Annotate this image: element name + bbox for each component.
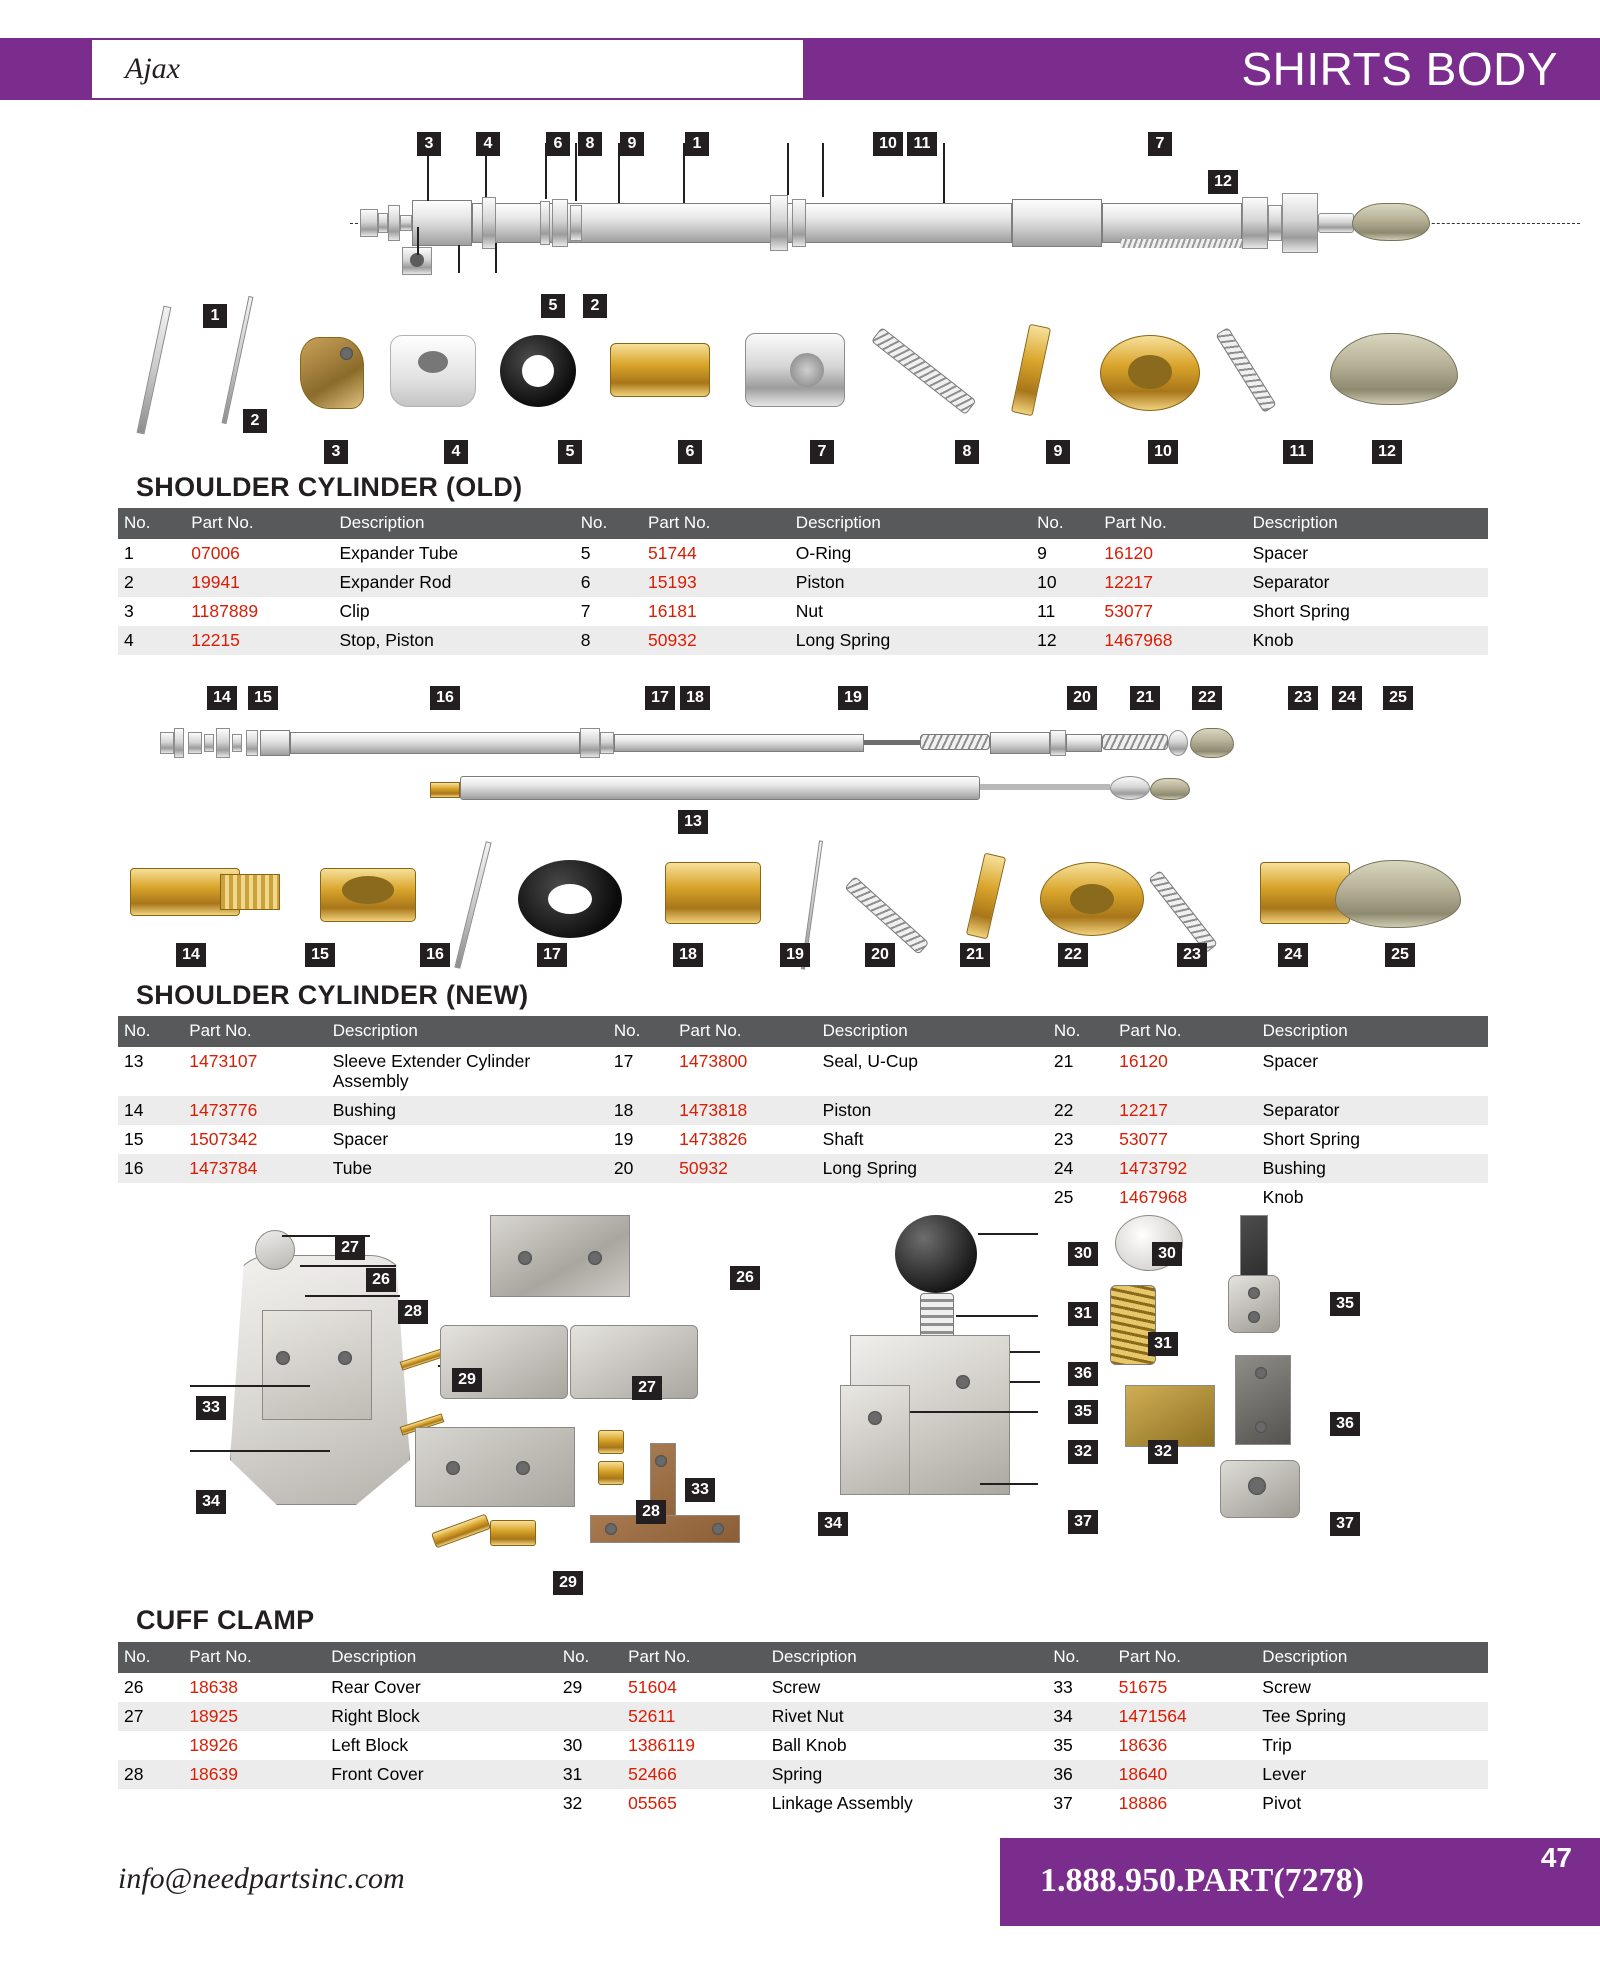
- figure-sleeve-extender-assembly: [430, 768, 1330, 816]
- brand-name: Ajax: [125, 52, 180, 85]
- cell-part-number: 1473800: [673, 1047, 817, 1096]
- cell-description: Tube: [327, 1154, 608, 1183]
- cell-no: 16: [118, 1154, 183, 1183]
- table-row: [118, 1673, 1488, 1702]
- cell-no: 9: [1031, 539, 1098, 568]
- figure-old-parts-row: [140, 285, 1460, 445]
- cell-no: 23: [1048, 1125, 1113, 1154]
- table-row: [118, 1096, 1488, 1125]
- callout-30-part: 30: [1152, 1242, 1182, 1266]
- table-row: [118, 568, 1488, 597]
- col-header-desc-2: Description: [817, 1016, 1048, 1047]
- cell-no: 13: [118, 1047, 183, 1096]
- callout-25-top: 25: [1383, 686, 1413, 710]
- cell-description: O-Ring: [790, 539, 1031, 568]
- table-row: [118, 539, 1488, 568]
- callout-10-top: 10: [873, 132, 903, 156]
- col-header-desc-2: Description: [790, 508, 1031, 539]
- cell-no: 19: [608, 1125, 673, 1154]
- callout-9-part: 9: [1046, 440, 1070, 464]
- cell-part-number: 1507342: [183, 1125, 327, 1154]
- cell-part-number: 1473784: [183, 1154, 327, 1183]
- callout-11-part: 11: [1283, 440, 1313, 464]
- cell-description: Front Cover: [325, 1760, 557, 1789]
- callout-35-right: 35: [1068, 1400, 1098, 1424]
- col-header-desc-1: Description: [327, 1016, 608, 1047]
- table-row: [118, 597, 1488, 626]
- cell-no: 22: [1048, 1096, 1113, 1125]
- table-row: [118, 1125, 1488, 1154]
- cell-part-number: [183, 1789, 325, 1818]
- cell-part-number: 16120: [1113, 1047, 1257, 1096]
- callout-12-part: 12: [1372, 440, 1402, 464]
- callout-1-part: 1: [203, 304, 227, 328]
- col-header-desc-2: Description: [766, 1642, 1048, 1673]
- cell-no: [557, 1702, 622, 1731]
- cell-description: Sleeve Extender Cylinder Assembly: [327, 1047, 608, 1096]
- cell-no: 11: [1031, 597, 1098, 626]
- callout-2-mid: 2: [583, 294, 607, 318]
- table-header-row: [118, 508, 1488, 539]
- callout-19-part: 19: [780, 943, 810, 967]
- cell-part-number: 1473776: [183, 1096, 327, 1125]
- cell-description: Pivot: [1256, 1789, 1488, 1818]
- callout-19-top: 19: [838, 686, 868, 710]
- cell-part-number: 1473826: [673, 1125, 817, 1154]
- cell-description: Spring: [766, 1760, 1048, 1789]
- cell-description: Short Spring: [1247, 597, 1488, 626]
- cell-no: 14: [118, 1096, 183, 1125]
- cell-no: 12: [1031, 626, 1098, 655]
- cell-no: 2: [118, 568, 185, 597]
- section-title-shoulder-cylinder-new: SHOULDER CYLINDER (NEW): [136, 980, 529, 1010]
- callout-16-top: 16: [430, 686, 460, 710]
- callout-34-part: 34: [818, 1512, 848, 1536]
- callout-27-left: 27: [335, 1236, 365, 1260]
- callout-14-top: 14: [207, 686, 237, 710]
- footer-phone[interactable]: 1.888.950.PART(7278): [1040, 1862, 1364, 1899]
- callout-17-top: 17: [645, 686, 675, 710]
- cell-no: 17: [608, 1047, 673, 1096]
- cell-part-number: 12215: [185, 626, 333, 655]
- callout-10-part: 10: [1148, 440, 1178, 464]
- cell-description: Nut: [790, 597, 1031, 626]
- col-header-partno-2: Part No.: [642, 508, 790, 539]
- cell-part-number: 1473818: [673, 1096, 817, 1125]
- cell-no: 31: [557, 1760, 622, 1789]
- callout-29-part: 29: [553, 1571, 583, 1595]
- callout-36-right: 36: [1068, 1362, 1098, 1386]
- section-title-cuff-clamp: CUFF CLAMP: [136, 1605, 315, 1635]
- cell-description: Trip: [1256, 1731, 1488, 1760]
- cell-no: 35: [1047, 1731, 1112, 1760]
- table-row: [118, 1047, 1488, 1096]
- cell-description: Expander Rod: [333, 568, 574, 597]
- callout-4: 4: [476, 132, 500, 156]
- cell-no: 27: [118, 1702, 183, 1731]
- page-title: SHIRTS BODY: [1241, 43, 1558, 95]
- table-shoulder-cylinder-old: [118, 508, 1488, 655]
- table-row: [118, 1731, 1488, 1760]
- cell-description: Seal, U-Cup: [817, 1047, 1048, 1096]
- cell-part-number: 18636: [1113, 1731, 1257, 1760]
- cell-no: 25: [1048, 1183, 1113, 1212]
- cell-no: 33: [1047, 1673, 1112, 1702]
- callout-22-top: 22: [1192, 686, 1222, 710]
- cell-description: [327, 1183, 608, 1212]
- callout-33-part: 33: [685, 1478, 715, 1502]
- cell-part-number: 52466: [622, 1760, 766, 1789]
- cell-description: Piston: [817, 1096, 1048, 1125]
- table-cuff-clamp: [118, 1642, 1488, 1818]
- cell-no: 3: [118, 597, 185, 626]
- col-header-no-2: No.: [575, 508, 642, 539]
- cell-description: Piston: [790, 568, 1031, 597]
- cell-part-number: 12217: [1098, 568, 1246, 597]
- cell-description: Bushing: [327, 1096, 608, 1125]
- table-header-row: [118, 1016, 1488, 1047]
- callout-15-top: 15: [248, 686, 278, 710]
- cell-part-number: 53077: [1113, 1125, 1257, 1154]
- col-header-no-1: No.: [118, 1642, 183, 1673]
- callout-3: 3: [417, 132, 441, 156]
- cell-part-number: 50932: [642, 626, 790, 655]
- cell-description: Tee Spring: [1256, 1702, 1488, 1731]
- col-header-no-2: No.: [608, 1016, 673, 1047]
- callout-22-part: 22: [1058, 943, 1088, 967]
- cell-description: Bushing: [1257, 1154, 1488, 1183]
- cell-part-number: 05565: [622, 1789, 766, 1818]
- cell-part-number: 1187889: [185, 597, 333, 626]
- callout-20-part: 20: [865, 943, 895, 967]
- callout-9: 9: [620, 132, 644, 156]
- callout-18-part: 18: [673, 943, 703, 967]
- cell-part-number: 15193: [642, 568, 790, 597]
- col-header-partno-3: Part No.: [1113, 1016, 1257, 1047]
- cell-description: Screw: [766, 1673, 1048, 1702]
- col-header-partno-3: Part No.: [1113, 1642, 1257, 1673]
- cell-part-number: 1473792: [1113, 1154, 1257, 1183]
- cell-no: 36: [1047, 1760, 1112, 1789]
- cell-description: [817, 1183, 1048, 1212]
- callout-37-part: 37: [1330, 1512, 1360, 1536]
- callout-23-top: 23: [1288, 686, 1318, 710]
- cell-part-number: 1473107: [183, 1047, 327, 1096]
- cell-part-number: 16120: [1098, 539, 1246, 568]
- cell-description: Spacer: [1257, 1047, 1488, 1096]
- cell-description: Ball Knob: [766, 1731, 1048, 1760]
- col-header-desc-3: Description: [1247, 508, 1488, 539]
- table-row: [118, 1760, 1488, 1789]
- callout-29: 29: [452, 1368, 482, 1392]
- cell-no: 24: [1048, 1154, 1113, 1183]
- cell-no: 37: [1047, 1789, 1112, 1818]
- col-header-partno-2: Part No.: [622, 1642, 766, 1673]
- table-row: [118, 1789, 1488, 1818]
- cell-no: 34: [1047, 1702, 1112, 1731]
- col-header-desc-3: Description: [1257, 1016, 1488, 1047]
- cell-no: 26: [118, 1673, 183, 1702]
- cell-description: Knob: [1247, 626, 1488, 655]
- cell-part-number: 1386119: [622, 1731, 766, 1760]
- callout-28-part: 28: [636, 1500, 666, 1524]
- table-row: [118, 1183, 1488, 1212]
- cell-no: 15: [118, 1125, 183, 1154]
- cell-description: Left Block: [325, 1731, 557, 1760]
- page-number: 47: [1540, 1842, 1572, 1873]
- cell-part-number: 16181: [642, 597, 790, 626]
- callout-20-top: 20: [1067, 686, 1097, 710]
- callout-14-part: 14: [176, 943, 206, 967]
- cell-part-number: 12217: [1113, 1096, 1257, 1125]
- callout-33-left: 33: [196, 1396, 226, 1420]
- table-shoulder-cylinder-new: [118, 1016, 1488, 1212]
- callout-23-part: 23: [1177, 943, 1207, 967]
- col-header-no-1: No.: [118, 1016, 183, 1047]
- cell-part-number: 51604: [622, 1673, 766, 1702]
- callout-37-right: 37: [1068, 1510, 1098, 1534]
- cell-part-number: 51744: [642, 539, 790, 568]
- cell-no: [118, 1183, 183, 1212]
- callout-4-part: 4: [444, 440, 468, 464]
- col-header-no-1: No.: [118, 508, 185, 539]
- cell-no: 20: [608, 1154, 673, 1183]
- table-row: [118, 1154, 1488, 1183]
- cell-no: 5: [575, 539, 642, 568]
- cell-no: 32: [557, 1789, 622, 1818]
- callout-31-right: 31: [1068, 1302, 1098, 1326]
- callout-18-top: 18: [680, 686, 710, 710]
- cell-no: 30: [557, 1731, 622, 1760]
- callout-32-right: 32: [1068, 1440, 1098, 1464]
- cell-no: 1: [118, 539, 185, 568]
- cell-part-number: 1467968: [1098, 626, 1246, 655]
- col-header-no-3: No.: [1048, 1016, 1113, 1047]
- col-header-partno-2: Part No.: [673, 1016, 817, 1047]
- cell-description: Rear Cover: [325, 1673, 557, 1702]
- cell-part-number: 18925: [183, 1702, 325, 1731]
- cell-description: Separator: [1257, 1096, 1488, 1125]
- callout-25-part: 25: [1385, 943, 1415, 967]
- table-row: [118, 626, 1488, 655]
- col-header-partno-1: Part No.: [183, 1016, 327, 1047]
- callout-8-part: 8: [955, 440, 979, 464]
- cell-description: Rivet Nut: [766, 1702, 1048, 1731]
- callout-1-top: 1: [685, 132, 709, 156]
- callout-5-part: 5: [558, 440, 582, 464]
- figure-cuff-clamp: [150, 1215, 1470, 1615]
- callout-36-part: 36: [1330, 1412, 1360, 1436]
- callout-8: 8: [578, 132, 602, 156]
- cell-no: 18: [608, 1096, 673, 1125]
- callout-13: 13: [678, 810, 708, 834]
- callout-6: 6: [546, 132, 570, 156]
- col-header-no-3: No.: [1031, 508, 1098, 539]
- cell-description: Lever: [1256, 1760, 1488, 1789]
- cell-part-number: 18886: [1113, 1789, 1257, 1818]
- cell-part-number: 18639: [183, 1760, 325, 1789]
- table-header-row: [118, 1642, 1488, 1673]
- cell-no: [608, 1183, 673, 1212]
- callout-15-part: 15: [305, 943, 335, 967]
- cell-no: 21: [1048, 1047, 1113, 1096]
- callout-28-left: 28: [398, 1300, 428, 1324]
- callout-21-part: 21: [960, 943, 990, 967]
- col-header-no-2: No.: [557, 1642, 622, 1673]
- callout-7-part: 7: [810, 440, 834, 464]
- cell-description: Short Spring: [1257, 1125, 1488, 1154]
- cell-part-number: 19941: [185, 568, 333, 597]
- callout-21-top: 21: [1130, 686, 1160, 710]
- callout-30-right: 30: [1068, 1242, 1098, 1266]
- cell-part-number: 53077: [1098, 597, 1246, 626]
- cell-no: 8: [575, 626, 642, 655]
- cell-description: Long Spring: [817, 1154, 1048, 1183]
- cell-no: [118, 1789, 183, 1818]
- col-header-desc-1: Description: [325, 1642, 557, 1673]
- callout-12-top: 12: [1208, 170, 1238, 194]
- cell-part-number: [673, 1183, 817, 1212]
- cell-description: Spacer: [327, 1125, 608, 1154]
- cell-no: 7: [575, 597, 642, 626]
- cell-description: Expander Tube: [333, 539, 574, 568]
- col-header-desc-1: Description: [333, 508, 574, 539]
- table-row: [118, 1702, 1488, 1731]
- callout-26-left: 26: [366, 1268, 396, 1292]
- cell-no: 28: [118, 1760, 183, 1789]
- cell-description: Clip: [333, 597, 574, 626]
- col-header-partno-1: Part No.: [185, 508, 333, 539]
- cell-part-number: [183, 1183, 327, 1212]
- col-header-desc-3: Description: [1256, 1642, 1488, 1673]
- callout-16-part: 16: [420, 943, 450, 967]
- col-header-partno-3: Part No.: [1098, 508, 1246, 539]
- cell-part-number: 52611: [622, 1702, 766, 1731]
- cell-description: Screw: [1256, 1673, 1488, 1702]
- cell-part-number: 1471564: [1113, 1702, 1257, 1731]
- col-header-no-3: No.: [1047, 1642, 1112, 1673]
- cell-no: [118, 1731, 183, 1760]
- cell-description: Knob: [1257, 1183, 1488, 1212]
- callout-32-part: 32: [1148, 1440, 1178, 1464]
- section-title-shoulder-cylinder-old: SHOULDER CYLINDER (OLD): [136, 472, 523, 502]
- cell-no: 10: [1031, 568, 1098, 597]
- callout-26-part: 26: [730, 1266, 760, 1290]
- figure-shoulder-cylinder-old-assembly: [330, 135, 1590, 265]
- cell-no: 6: [575, 568, 642, 597]
- callout-3-part: 3: [324, 440, 348, 464]
- footer-email[interactable]: info@needpartsinc.com: [118, 1862, 405, 1895]
- callout-5-mid: 5: [541, 294, 565, 318]
- cell-description: Stop, Piston: [333, 626, 574, 655]
- cell-description: Shaft: [817, 1125, 1048, 1154]
- cell-description: Linkage Assembly: [766, 1789, 1048, 1818]
- callout-31-part: 31: [1148, 1332, 1178, 1356]
- cell-part-number: 51675: [1113, 1673, 1257, 1702]
- callout-24-top: 24: [1332, 686, 1362, 710]
- callout-7-top: 7: [1148, 132, 1172, 156]
- callout-11-top: 11: [907, 132, 937, 156]
- callout-17-part: 17: [537, 943, 567, 967]
- callout-27-part: 27: [632, 1376, 662, 1400]
- cell-description: [325, 1789, 557, 1818]
- cell-no: 4: [118, 626, 185, 655]
- cell-description: Separator: [1247, 568, 1488, 597]
- cell-description: Spacer: [1247, 539, 1488, 568]
- callout-35-part: 35: [1330, 1292, 1360, 1316]
- cell-part-number: 18926: [183, 1731, 325, 1760]
- cell-part-number: 07006: [185, 539, 333, 568]
- page-header: [0, 38, 1600, 100]
- callout-2-part: 2: [243, 409, 267, 433]
- col-header-partno-1: Part No.: [183, 1642, 325, 1673]
- cell-description: Long Spring: [790, 626, 1031, 655]
- cell-no: 29: [557, 1673, 622, 1702]
- cell-part-number: 18640: [1113, 1760, 1257, 1789]
- header-brand-box: [90, 38, 805, 100]
- cell-part-number: 50932: [673, 1154, 817, 1183]
- figure-new-parts-row: [120, 840, 1470, 990]
- callout-24-part: 24: [1278, 943, 1308, 967]
- cell-part-number: 18638: [183, 1673, 325, 1702]
- cell-part-number: 1467968: [1113, 1183, 1257, 1212]
- callout-34-left: 34: [196, 1490, 226, 1514]
- callout-6-part: 6: [678, 440, 702, 464]
- cell-description: Right Block: [325, 1702, 557, 1731]
